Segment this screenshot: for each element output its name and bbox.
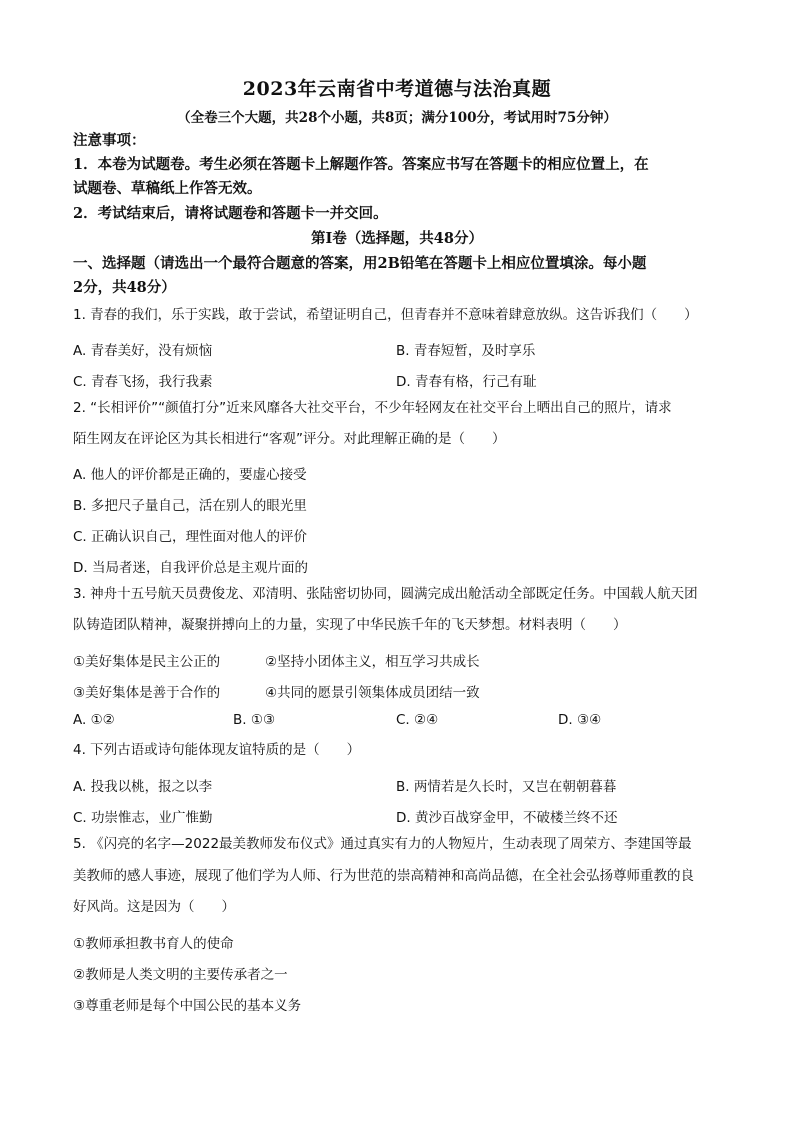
question-5-statement-2: ②教师是人类文明的主要传承者之一: [73, 967, 288, 983]
question-4-option-c: C. 功崇惟志，业广惟勤: [73, 810, 213, 826]
question-5-statement-3: ③尊重老师是每个中国公民的基本义务: [73, 998, 302, 1014]
question-2-stem-line-1: 2. “长相评价”“颜值打分”近来风靡各大社交平台，不少年轻网友在社交平台上晒出自己的照片，请求: [73, 400, 672, 416]
question-5-stem-line-3: 好风尚。这是因为（ ）: [73, 899, 235, 915]
question-4-option-d: D. 黄沙百战穿金甲，不破楼兰终不还: [396, 810, 618, 826]
question-2-option-a: A. 他人的评价都是正确的，要虚心接受: [73, 467, 307, 483]
question-2-option-b: B. 多把尺子量自己，活在别人的眼光里: [73, 498, 307, 514]
question-5-statement-1: ①教师承担教书育人的使命: [73, 936, 234, 952]
question-1-option-d: D. 青春有格，行己有耻: [396, 374, 537, 390]
question-4-option-a: A. 投我以桃，报之以李: [73, 779, 213, 795]
question-1-option-a: A. 青春美好，没有烦恼: [73, 343, 213, 359]
question-3-stem-line-1: 3. 神舟十五号航天员费俊龙、邓清明、张陆密切协同，圆满完成出舱活动全部既定任务。中国载人航天团: [73, 586, 698, 602]
question-3-stem-line-2: 队铸造团队精神，凝聚拼搏向上的力量，实现了中华民族千年的飞天梦想。材料表明（ ）: [73, 617, 627, 633]
question-3-option-b: B. ①③: [233, 712, 276, 728]
question-3-option-c: C. ②④: [396, 712, 439, 728]
question-3-statement-1: ①美好集体是民主公正的: [73, 654, 221, 670]
question-5-stem-line-2: 美教师的感人事迹，展现了他们学为人师、行为世范的崇高精神和高尚品德，在全社会弘扬尊师重教的良: [73, 868, 694, 884]
question-3-statement-3: ③美好集体是善于合作的: [73, 685, 221, 701]
question-2-stem-line-2: 陌生网友在评论区为其长相进行“客观”评分。对此理解正确的是（ ）: [73, 431, 506, 447]
question-3-option-a: A. ①②: [73, 712, 115, 728]
question-3-option-d: D. ③④: [558, 712, 602, 728]
question-1-stem: 1. 青春的我们，乐于实践，敢于尝试，希望证明自己，但青春并不意味着肆意放纵。这告诉我们（ ）: [73, 307, 698, 323]
section-heading: 第Ⅰ卷（选择题，共48分）: [311, 230, 483, 247]
question-2-option-c: C. 正确认识自己，理性面对他人的评价: [73, 529, 308, 545]
question-2-option-d: D. 当局者迷，自我评价总是主观片面的: [73, 560, 308, 576]
question-1-option-b: B. 青春短暂，及时享乐: [396, 343, 536, 359]
page-title: 2023年云南省中考道德与法治真题: [242, 78, 552, 100]
question-4-stem: 4. 下列古语或诗句能体现友谊特质的是（ ）: [73, 742, 361, 758]
notice-item-1-line-2: 试题卷、草稿纸上作答无效。: [73, 180, 262, 197]
part-heading-line-1: 一、选择题（请选出一个最符合题意的答案，用2B铅笔在答题卡上相应位置填涂。每小题: [73, 255, 647, 272]
question-3-statement-2: ②坚持小团体主义，相互学习共成长: [265, 654, 480, 670]
question-3-statement-4: ④共同的愿景引领集体成员团结一致: [265, 685, 480, 701]
exam-info: （全卷三个大题，共28个小题，共8页；满分100分，考试用时75分钟）: [177, 110, 617, 126]
question-5-stem-line-1: 5. 《闪亮的名字—2022最美教师发布仪式》通过真实有力的人物短片，生动表现了周荣方、李建国等最: [73, 836, 692, 852]
notice-heading: 注意事项：: [73, 132, 146, 149]
notice-item-2: 2．考试结束后，请将试题卷和答题卡一并交回。: [73, 205, 388, 222]
notice-item-1-line-1: 1．本卷为试题卷。考生必须在答题卡上解题作答。答案应书写在答题卡的相应位置上，在: [73, 156, 649, 173]
question-4-option-b: B. 两情若是久长时，又岂在朝朝暮暮: [396, 779, 617, 795]
part-heading-line-2: 2分，共48分）: [73, 279, 176, 296]
question-1-option-c: C. 青春飞扬，我行我素: [73, 374, 213, 390]
